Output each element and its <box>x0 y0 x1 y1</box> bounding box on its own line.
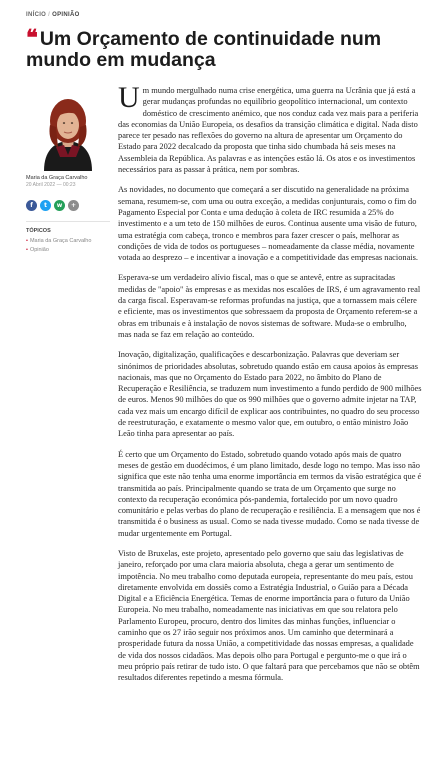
article-paragraph: As novidades, no documento que começará a ser discutido na generalidade na próxima semana, resumem-se, com uma ou outra exceção, a medidas conjunturais, como o fim do Pagamento Especial por Conta e uma dedução à coleta de IRC resumida a 25% do investimento e a um teto de 150 milhões de euros. Continua ausente uma visão de futuro, uma estratégia com cabeça, tronco e membros para fazer crescer o país, melhorar as condições de vida de todos os portugueses – nomeadamente da classe média, novamente votada ao desprezo – e incentivar a inovação e a competitividade das empresas nacionais. <box>118 185 418 263</box>
sidebar-divider <box>26 221 110 222</box>
twitter-share-icon[interactable]: t <box>40 200 51 211</box>
topic-link[interactable]: • Maria da Graça Carvalho <box>26 238 92 244</box>
topic-link[interactable]: • Opinião <box>26 247 49 253</box>
author-portrait-image <box>26 85 110 171</box>
quote-icon: ❝ <box>26 25 38 51</box>
whatsapp-share-icon[interactable]: w <box>54 200 65 211</box>
breadcrumb-separator: / <box>48 12 51 18</box>
author-name[interactable]: Maria da Graça Carvalho <box>26 175 88 181</box>
more-share-icon[interactable]: + <box>68 200 79 211</box>
article-paragraph: É certo que um Orçamento do Estado, sobretudo quando votado após mais de quatro meses de gestão em duodécimos, é um plano limitado, desde logo no tempo. Mas isso não significa que este não tenha uma enorme importância em termos da visão estratégica que é transmitida ao país. Principalmente quando se trata de um Orçamento que surge no contexto da recuperação económica pós-pandemia, fortalecido por um novo quadro comunitário e pelas verbas do plano de recuperação e resiliência. E a mensagem que nos é transmitida é o business as usual. Como se nada tivesse mudado. Como se nada tivesse de mudar urgentemente em Portugal. <box>118 449 422 538</box>
article-body <box>118 81 422 693</box>
author-photo <box>26 85 110 171</box>
facebook-share-icon[interactable]: f <box>26 200 37 211</box>
topics-heading: TÓPICOS <box>26 228 51 234</box>
article-paragraph: Visto de Bruxelas, este projeto, apresentado pelo governo que saiu das legislativas de janeiro, reforçado por uma clara maioria absoluta, chega a gerar um sentimento de impotência. No meu trabalho como deputada europeia, representante do meu país, estou diretamente envolvida em dossiês como a Estratégia Industrial, o Guião para a Década Digital e a Eficiência Energética. Temas de enorme importância para o futuro da União Europeia. No meu trabalho, nomeadamente nas iniciativas em que sou relatora pelo Parlamento Europeu, procuro, dentro dos limites das minhas funções, influenciar o caminho que os 27 irão seguir nos próximos anos. Um caminho que determinará a prosperidade futura da nossa União, a competitividade das nossas empresas, a qualidade de vida dos nossos cidadãos. Mas depois olho para Portugal e pergunto-me o que irá o meu próprio país retirar de tudo isto. O que faltará para que percebamos que não se obtêm resultados diferentes repetindo a mesma fórmula. <box>118 548 420 683</box>
article-headline <box>26 25 424 71</box>
breadcrumb <box>26 12 80 18</box>
breadcrumb-section-link[interactable]: OPINIÃO <box>52 12 80 18</box>
bullet-icon: • <box>26 247 28 253</box>
bullet-icon: • <box>26 238 28 244</box>
drop-cap: U <box>118 81 140 114</box>
article-paragraph: Um mundo mergulhado numa crise energética, uma guerra na Ucrânia que já está a gerar mudanças profundas no equilíbrio geopolítico internacional, um contexto doméstico de crescimento anémico, que nos conduz cada vez mais para a periferia das economias da União Europeia, os desafios da transição climática e digital. Nada disto parece ter pesado nas reflexões do governo na altura de apresentar um Orçamento do Estado para 2022 decalcado da proposta que tinha sido chumbada há seis meses na Assembleia da República. As palavras e as intenções estão lá. Os atos e os investimentos necessários para as passar à prática, nem por sombras. <box>118 81 419 175</box>
breadcrumb-home-link[interactable]: INÍCIO <box>26 12 47 18</box>
article-paragraph: Esperava-se um verdadeiro alívio fiscal, mas o que se antevê, entre as supracitadas medidas de "apoio" às empresas e as mexidas nos escalões de IRS, é um agravamento real da carga fiscal. Esperavam-se reformas profundas na justiça, que a tornassem mais célere e eficiente, mas os investimentos que sobressaem da proposta de Orçamento referem-se a obras em tribunais e à instalação de novos sistemas de software. Muda-se o embrulho, mas nada se faz em relação ao conteúdo. <box>118 273 421 339</box>
article-paragraph: Inovação, digitalização, qualificações e descarbonização. Palavras que deveriam ser sinónimos de prioridades absolutas, sobretudo quando estão em causa apoios às empresas nacionais, mas que no Orçamento do Estado para 2022, no âmbito do Plano de Recuperação e Resiliência, se traduzem num investimento a fundo perdido de 900 milhões de euros. Menos 90 milhões do que os 990 milhões que o governo admite injetar na TAP, cada vez mais um encargo difícil de explicar aos contribuintes, no quadro do seu processo de reestruturação, e exatamente o mesmo valor que, em outubro, o então ministro João Leão tinha para apresentar ao país. <box>118 350 422 439</box>
share-bar <box>26 200 79 211</box>
publish-date: 20 Abril 2022 — 00:23 <box>26 182 76 188</box>
headline-text: Um Orçamento de continuidade num mundo em mudança <box>26 28 382 71</box>
